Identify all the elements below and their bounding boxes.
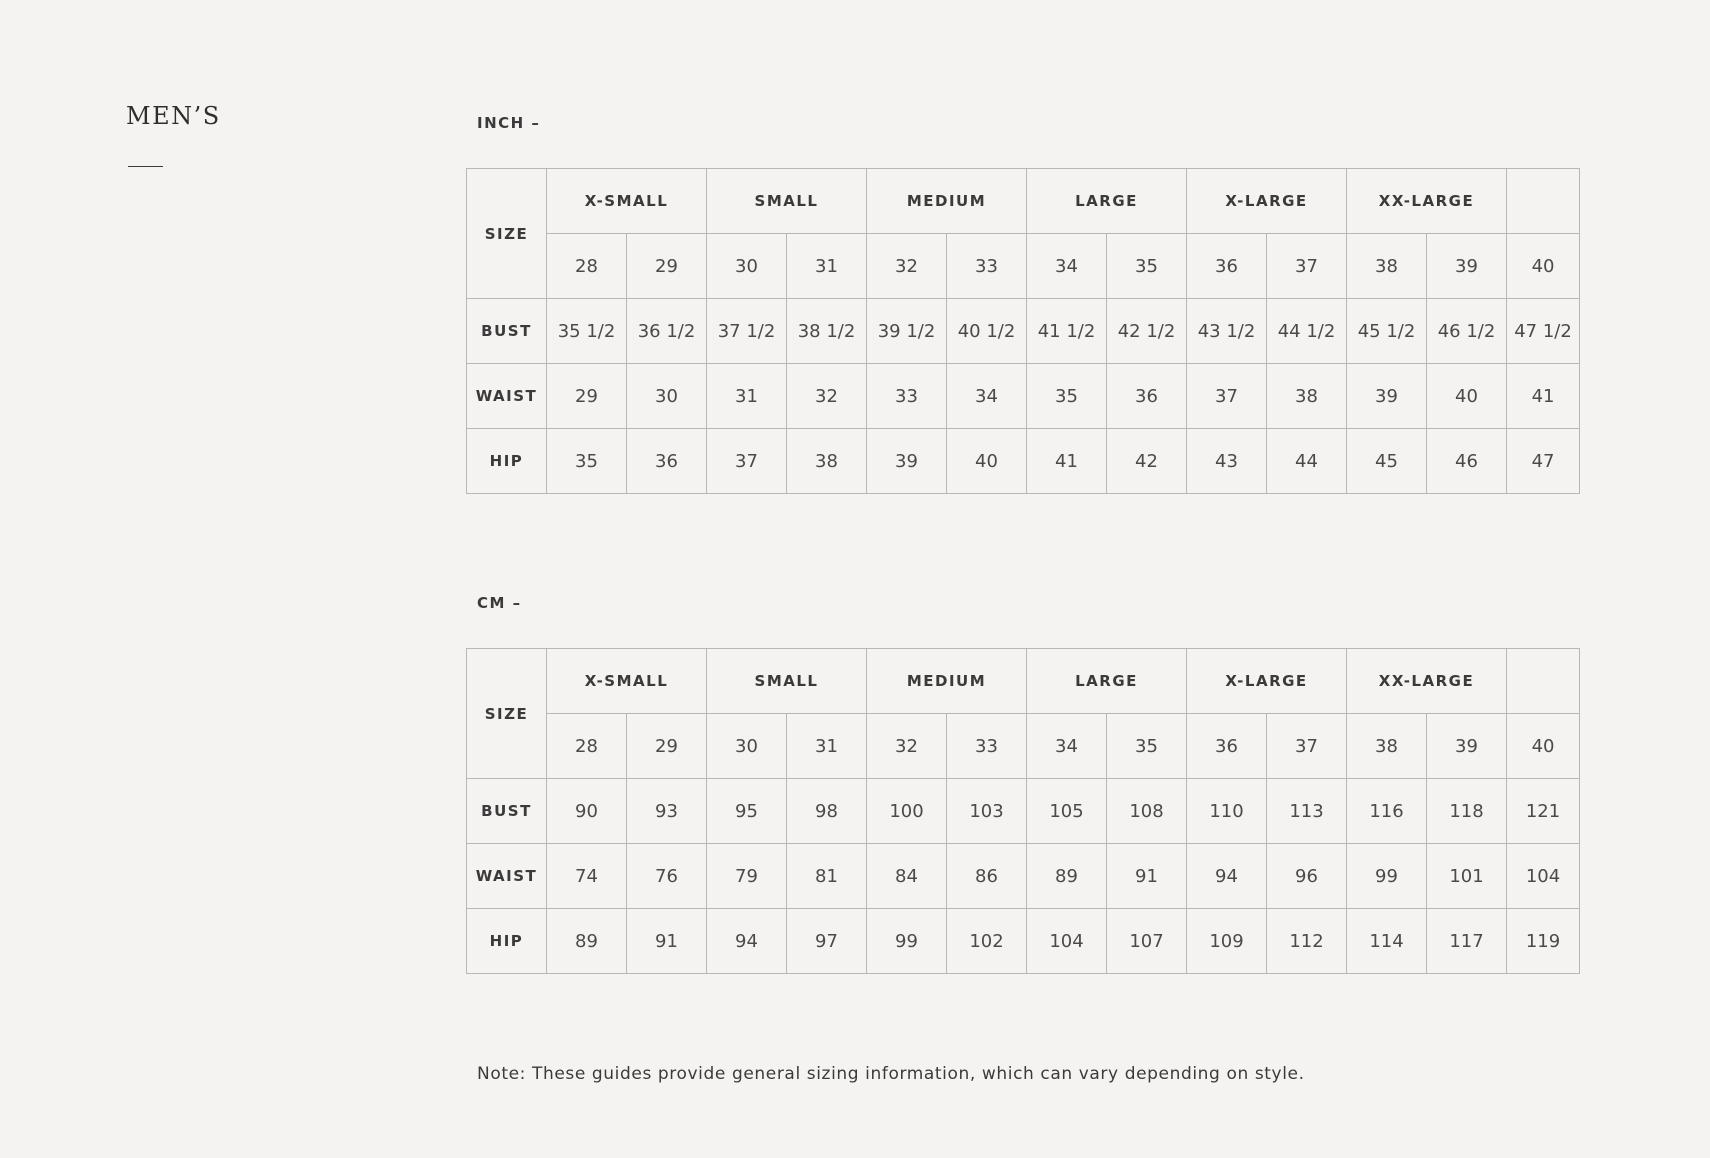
hip-cell: 99 — [867, 909, 947, 974]
hip-cell: 43 — [1187, 429, 1267, 494]
group-xx-large: XX-LARGE — [1347, 649, 1507, 714]
inch-size-table — [466, 168, 1580, 494]
hip-row — [467, 429, 1580, 494]
size-cell: 38 — [1347, 714, 1427, 779]
hip-cell: 94 — [707, 909, 787, 974]
group-empty — [1507, 169, 1580, 234]
size-cell: 30 — [707, 714, 787, 779]
size-cell: 39 — [1427, 234, 1507, 299]
group-x-large: X-LARGE — [1187, 649, 1347, 714]
waist-header: WAIST — [467, 364, 547, 429]
group-large: LARGE — [1027, 649, 1187, 714]
waist-cell: 104 — [1507, 844, 1580, 909]
size-cell: 28 — [547, 714, 627, 779]
group-x-small: X-SMALL — [547, 169, 707, 234]
hip-cell: 46 — [1427, 429, 1507, 494]
waist-cell: 38 — [1267, 364, 1347, 429]
size-cell: 33 — [947, 714, 1027, 779]
waist-cell: 32 — [787, 364, 867, 429]
bust-cell: 41 1/2 — [1027, 299, 1107, 364]
size-cell: 31 — [787, 714, 867, 779]
size-cell: 32 — [867, 234, 947, 299]
hip-header: HIP — [467, 429, 547, 494]
size-cell: 40 — [1507, 714, 1580, 779]
hip-cell: 89 — [547, 909, 627, 974]
bust-cell: 90 — [547, 779, 627, 844]
bust-cell: 93 — [627, 779, 707, 844]
title-divider — [128, 166, 163, 167]
waist-row — [467, 844, 1580, 909]
waist-cell: 86 — [947, 844, 1027, 909]
hip-cell: 97 — [787, 909, 867, 974]
group-small: SMALL — [707, 169, 867, 234]
size-group-row — [467, 169, 1580, 234]
group-empty — [1507, 649, 1580, 714]
bust-cell: 43 1/2 — [1187, 299, 1267, 364]
hip-header: HIP — [467, 909, 547, 974]
size-cell: 34 — [1027, 714, 1107, 779]
size-cell: 40 — [1507, 234, 1580, 299]
bust-header: BUST — [467, 779, 547, 844]
size-cell: 38 — [1347, 234, 1427, 299]
size-cell: 37 — [1267, 234, 1347, 299]
size-cell: 29 — [627, 714, 707, 779]
bust-cell: 36 1/2 — [627, 299, 707, 364]
hip-cell: 112 — [1267, 909, 1347, 974]
hip-row — [467, 909, 1580, 974]
waist-cell: 30 — [627, 364, 707, 429]
group-large: LARGE — [1027, 169, 1187, 234]
waist-cell: 94 — [1187, 844, 1267, 909]
hip-cell: 119 — [1507, 909, 1580, 974]
size-cell: 37 — [1267, 714, 1347, 779]
group-medium: MEDIUM — [867, 649, 1027, 714]
hip-cell: 40 — [947, 429, 1027, 494]
size-cell: 32 — [867, 714, 947, 779]
page-title: MEN’S — [126, 102, 221, 130]
bust-cell: 118 — [1427, 779, 1507, 844]
hip-cell: 109 — [1187, 909, 1267, 974]
hip-cell: 107 — [1107, 909, 1187, 974]
size-cell: 29 — [627, 234, 707, 299]
waist-cell: 91 — [1107, 844, 1187, 909]
bust-cell: 46 1/2 — [1427, 299, 1507, 364]
size-cell: 31 — [787, 234, 867, 299]
bust-cell: 110 — [1187, 779, 1267, 844]
group-xx-large: XX-LARGE — [1347, 169, 1507, 234]
bust-cell: 105 — [1027, 779, 1107, 844]
waist-cell: 40 — [1427, 364, 1507, 429]
bust-cell: 40 1/2 — [947, 299, 1027, 364]
hip-cell: 39 — [867, 429, 947, 494]
waist-row — [467, 364, 1580, 429]
hip-cell: 36 — [627, 429, 707, 494]
bust-cell: 108 — [1107, 779, 1187, 844]
waist-cell: 81 — [787, 844, 867, 909]
bust-cell: 42 1/2 — [1107, 299, 1187, 364]
hip-cell: 117 — [1427, 909, 1507, 974]
waist-cell: 29 — [547, 364, 627, 429]
waist-header: WAIST — [467, 844, 547, 909]
bust-cell: 35 1/2 — [547, 299, 627, 364]
bust-row — [467, 779, 1580, 844]
hip-cell: 37 — [707, 429, 787, 494]
waist-cell: 101 — [1427, 844, 1507, 909]
waist-cell: 35 — [1027, 364, 1107, 429]
waist-cell: 96 — [1267, 844, 1347, 909]
group-x-large: X-LARGE — [1187, 169, 1347, 234]
waist-cell: 34 — [947, 364, 1027, 429]
waist-cell: 89 — [1027, 844, 1107, 909]
bust-cell: 47 1/2 — [1507, 299, 1580, 364]
hip-cell: 104 — [1027, 909, 1107, 974]
bust-cell: 113 — [1267, 779, 1347, 844]
cm-size-table — [466, 648, 1580, 974]
bust-header: BUST — [467, 299, 547, 364]
bust-cell: 98 — [787, 779, 867, 844]
size-header: SIZE — [467, 649, 547, 779]
waist-cell: 33 — [867, 364, 947, 429]
size-cell: 33 — [947, 234, 1027, 299]
group-small: SMALL — [707, 649, 867, 714]
sizing-note: Note: These guides provide general sizing information, which can vary depending on style. — [477, 1064, 1305, 1084]
hip-cell: 114 — [1347, 909, 1427, 974]
size-cell: 34 — [1027, 234, 1107, 299]
hip-cell: 102 — [947, 909, 1027, 974]
group-medium: MEDIUM — [867, 169, 1027, 234]
bust-cell: 121 — [1507, 779, 1580, 844]
bust-cell: 38 1/2 — [787, 299, 867, 364]
hip-cell: 44 — [1267, 429, 1347, 494]
size-cell: 35 — [1107, 714, 1187, 779]
bust-cell: 103 — [947, 779, 1027, 844]
hip-cell: 41 — [1027, 429, 1107, 494]
hip-cell: 47 — [1507, 429, 1580, 494]
size-cell: 39 — [1427, 714, 1507, 779]
hip-cell: 45 — [1347, 429, 1427, 494]
hip-cell: 35 — [547, 429, 627, 494]
size-group-row — [467, 649, 1580, 714]
size-cell: 28 — [547, 234, 627, 299]
bust-cell: 116 — [1347, 779, 1427, 844]
bust-row — [467, 299, 1580, 364]
bust-cell: 44 1/2 — [1267, 299, 1347, 364]
group-x-small: X-SMALL — [547, 649, 707, 714]
waist-cell: 36 — [1107, 364, 1187, 429]
bust-cell: 39 1/2 — [867, 299, 947, 364]
inch-section-label: INCH – — [477, 114, 541, 132]
waist-cell: 37 — [1187, 364, 1267, 429]
bust-cell: 37 1/2 — [707, 299, 787, 364]
waist-cell: 79 — [707, 844, 787, 909]
cm-section-label: CM – — [477, 594, 522, 612]
size-number-row — [467, 714, 1580, 779]
bust-cell: 100 — [867, 779, 947, 844]
size-cell: 35 — [1107, 234, 1187, 299]
waist-cell: 41 — [1507, 364, 1580, 429]
size-header: SIZE — [467, 169, 547, 299]
waist-cell: 99 — [1347, 844, 1427, 909]
size-cell: 36 — [1187, 714, 1267, 779]
waist-cell: 31 — [707, 364, 787, 429]
waist-cell: 74 — [547, 844, 627, 909]
size-number-row — [467, 234, 1580, 299]
hip-cell: 91 — [627, 909, 707, 974]
hip-cell: 38 — [787, 429, 867, 494]
waist-cell: 39 — [1347, 364, 1427, 429]
size-cell: 36 — [1187, 234, 1267, 299]
bust-cell: 95 — [707, 779, 787, 844]
size-cell: 30 — [707, 234, 787, 299]
bust-cell: 45 1/2 — [1347, 299, 1427, 364]
waist-cell: 76 — [627, 844, 707, 909]
hip-cell: 42 — [1107, 429, 1187, 494]
waist-cell: 84 — [867, 844, 947, 909]
